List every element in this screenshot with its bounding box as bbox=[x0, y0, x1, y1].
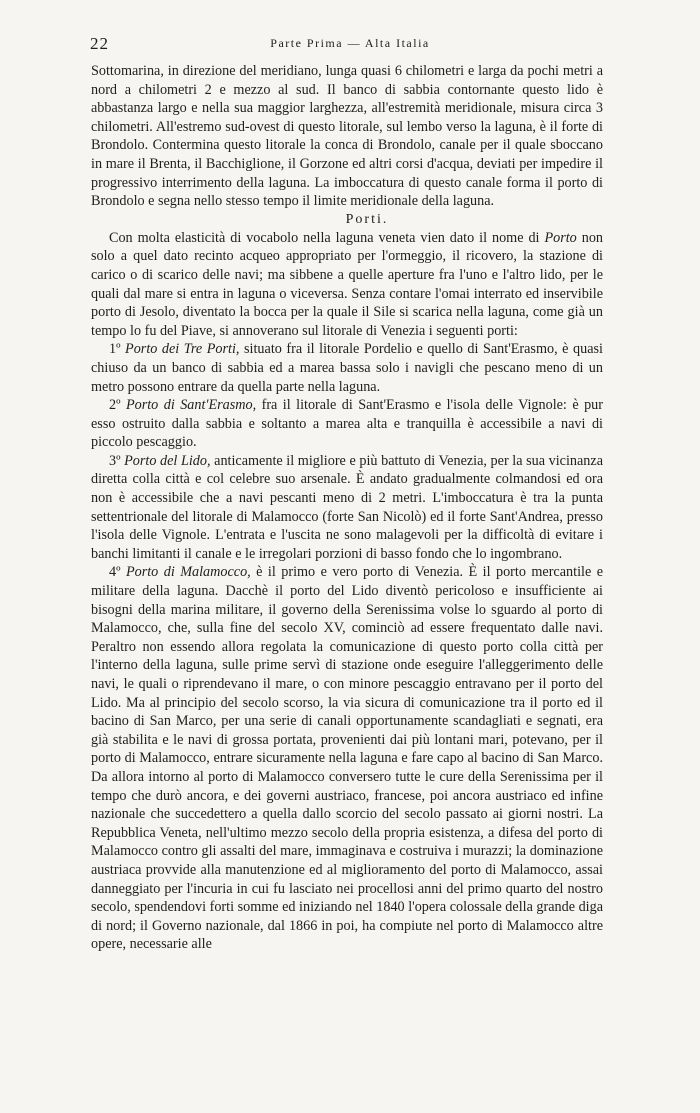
paragraph-porto-tre-porti bbox=[91, 340, 603, 396]
page-header bbox=[90, 34, 610, 52]
text-run: situato fra il litorale Pordelio e quello di Sant'Erasmo, è quasi chiuso da un banco di sabbia ed a marea bassa solo i navigli che pescano meno di un metro possono entrare da quella parte nella laguna. bbox=[91, 341, 603, 395]
item-number: 1º bbox=[109, 341, 126, 358]
text-run: anticamente il migliore e più battuto di Venezia, per la sua vicinanza diretta colla città e col celebre suo arsenale. È andato gradualmente colmandosi ed ora non è accessibile che a navi pescanti meno di 2 metri. L'imboccatura è tra la punta settentrionale del litorale di Malamocco (forte San Nicolò) ed il forte Sant'Andrea, presso l'isola delle Vignole. L'entrata e l'uscita ne sono malagevoli per la difficoltà di evitare i banchi limitanti il canale e le irregolari porzioni di basso fondo che lo ingombrano. bbox=[91, 452, 603, 562]
italic-term-porto: Porto bbox=[544, 229, 577, 246]
page-number: 22 bbox=[90, 34, 109, 53]
paragraph-sottomarina: Sottomarina, in direzione del meridiano, lunga quasi 6 chilometri e larga da pochi metri a nord a chilometri 2 e mezzo al sud. Il banco di sabbia contornante questo lido è abbastanza largo e nella sua maggior larghezza, all'estremità meridionale, misura circa 3 chilometri. All'estremo sud-ovest di questo litorale, sul lembo verso la laguna, è il forte di Brondolo. Contermina questo litorale la conca di Brondolo, canale per il quale sboccano in mare il Brenta, il Bacchiglione, il Gorzone ed altri corsi d'acqua, deviati per impedire il progressivo interrimento della laguna. La imboccatura di questo canale forma il porto di Brondolo e segna nello stesso tempo il limite meridionale della laguna. bbox=[91, 63, 603, 210]
text-run: fra il litorale di Sant'Erasmo e l'isola delle Vignole: è pur esso ostruito dalla sabbia e soltanto a marea alta e tranquilla è accessibile a navi di piccolo pescaggio. bbox=[91, 397, 603, 451]
paragraph-porto-malamocco bbox=[91, 563, 603, 953]
item-number: 3º bbox=[109, 452, 125, 469]
running-head: Parte Prima — Alta Italia bbox=[270, 36, 430, 50]
paragraph-porto-lido bbox=[91, 452, 603, 564]
section-heading-porti: Porti. bbox=[345, 211, 389, 227]
item-number: 4º bbox=[109, 564, 126, 581]
paragraph-porto-sant-erasmo bbox=[91, 396, 603, 452]
page-body bbox=[91, 62, 603, 954]
item-number: 2º bbox=[109, 397, 126, 414]
italic-porto-name: Porto del Lido, bbox=[124, 452, 211, 469]
text-run: è il primo e vero porto di Venezia. È il porto mercantile e militare della laguna. Dacchè il porto del Lido diventò pericoloso e insufficiente ai bisogni della marina militare, il governo della Serenissima volse lo sguardo al porto di Malamocco, che, sulla fine del secolo XV, cominciò ad essere frequentato dalle navi. Peraltro non essendo allora regolata la comunicazione di questo porto colla città per l'interno della laguna, sulle prime servì di stazione onde eseguire l'alleggerimento delle navi, le quali o riprendevano il mare, o con minore pescaggio entravano per il porto del Lido. Ma al principio del secolo scorso, la via sicura di comunicazione tra il porto ed il bacino di San Marco, per una serie di canali opportunamente scandagliati e segnati, era già stabilita e le navi di grossa portata, provenienti dai più lontani mari, potevano, per il porto di Malamocco, entrare sicuramente nella laguna e fare capo al bacino di San Marco. Da allora intorno al porto di Malamocco conversero tutte le cure della Serenissima per il tempo che durò ancora, e dei governi austriaco, francese, poi ancora austriaco ed infine nazionale che succedettero a quella dallo scorcio del secolo passato ai giorni nostri. La Repubblica Veneta, nell'ultimo mezzo secolo della propria esistenza, a difesa del porto di Malamocco contro gli assalti del mare, immaginava e costruiva i murazzi; la dominazione austriaca provvide alla manutenzione ed al miglioramento del porto di Malamocco, assai danneggiato per l'incuria in cui fu lasciato nei procellosi anni del primo quarto del nostro secolo, spendendovi forti somme ed iniziando nel 1840 l'opera colossale della grande diga di nord; il Governo nazionale, dal 1866 in poi, ha compiute nel porto di Malamocco altre opere, necessarie alle bbox=[91, 564, 603, 953]
paragraph-porti-intro bbox=[91, 229, 603, 341]
text-run: non solo a quel dato recinto acqueo appropriato per l'ormeggio, il ricovero, la stazione di carico o di scarico delle navi; ma sibbene a quelle aperture fra l'uno e l'altro lido, per le quali dal mare si entra in laguna o viceversa. Senza contare l'omai interrato ed inservibile porto di Jesolo, diventato la bocca per la quale il Sile si scarica nella laguna, come già un tempo lo fu del Piave, si annoverano sul litorale di Venezia i seguenti porti: bbox=[91, 229, 604, 339]
italic-porto-name: Porto dei Tre Porti, bbox=[125, 341, 240, 358]
text-run: Con molta elasticità di vocabolo nella laguna veneta vien dato il nome di bbox=[109, 229, 545, 246]
italic-porto-name: Porto di Malamocco, bbox=[125, 564, 251, 581]
italic-porto-name: Porto di Sant'Erasmo, bbox=[125, 397, 257, 414]
